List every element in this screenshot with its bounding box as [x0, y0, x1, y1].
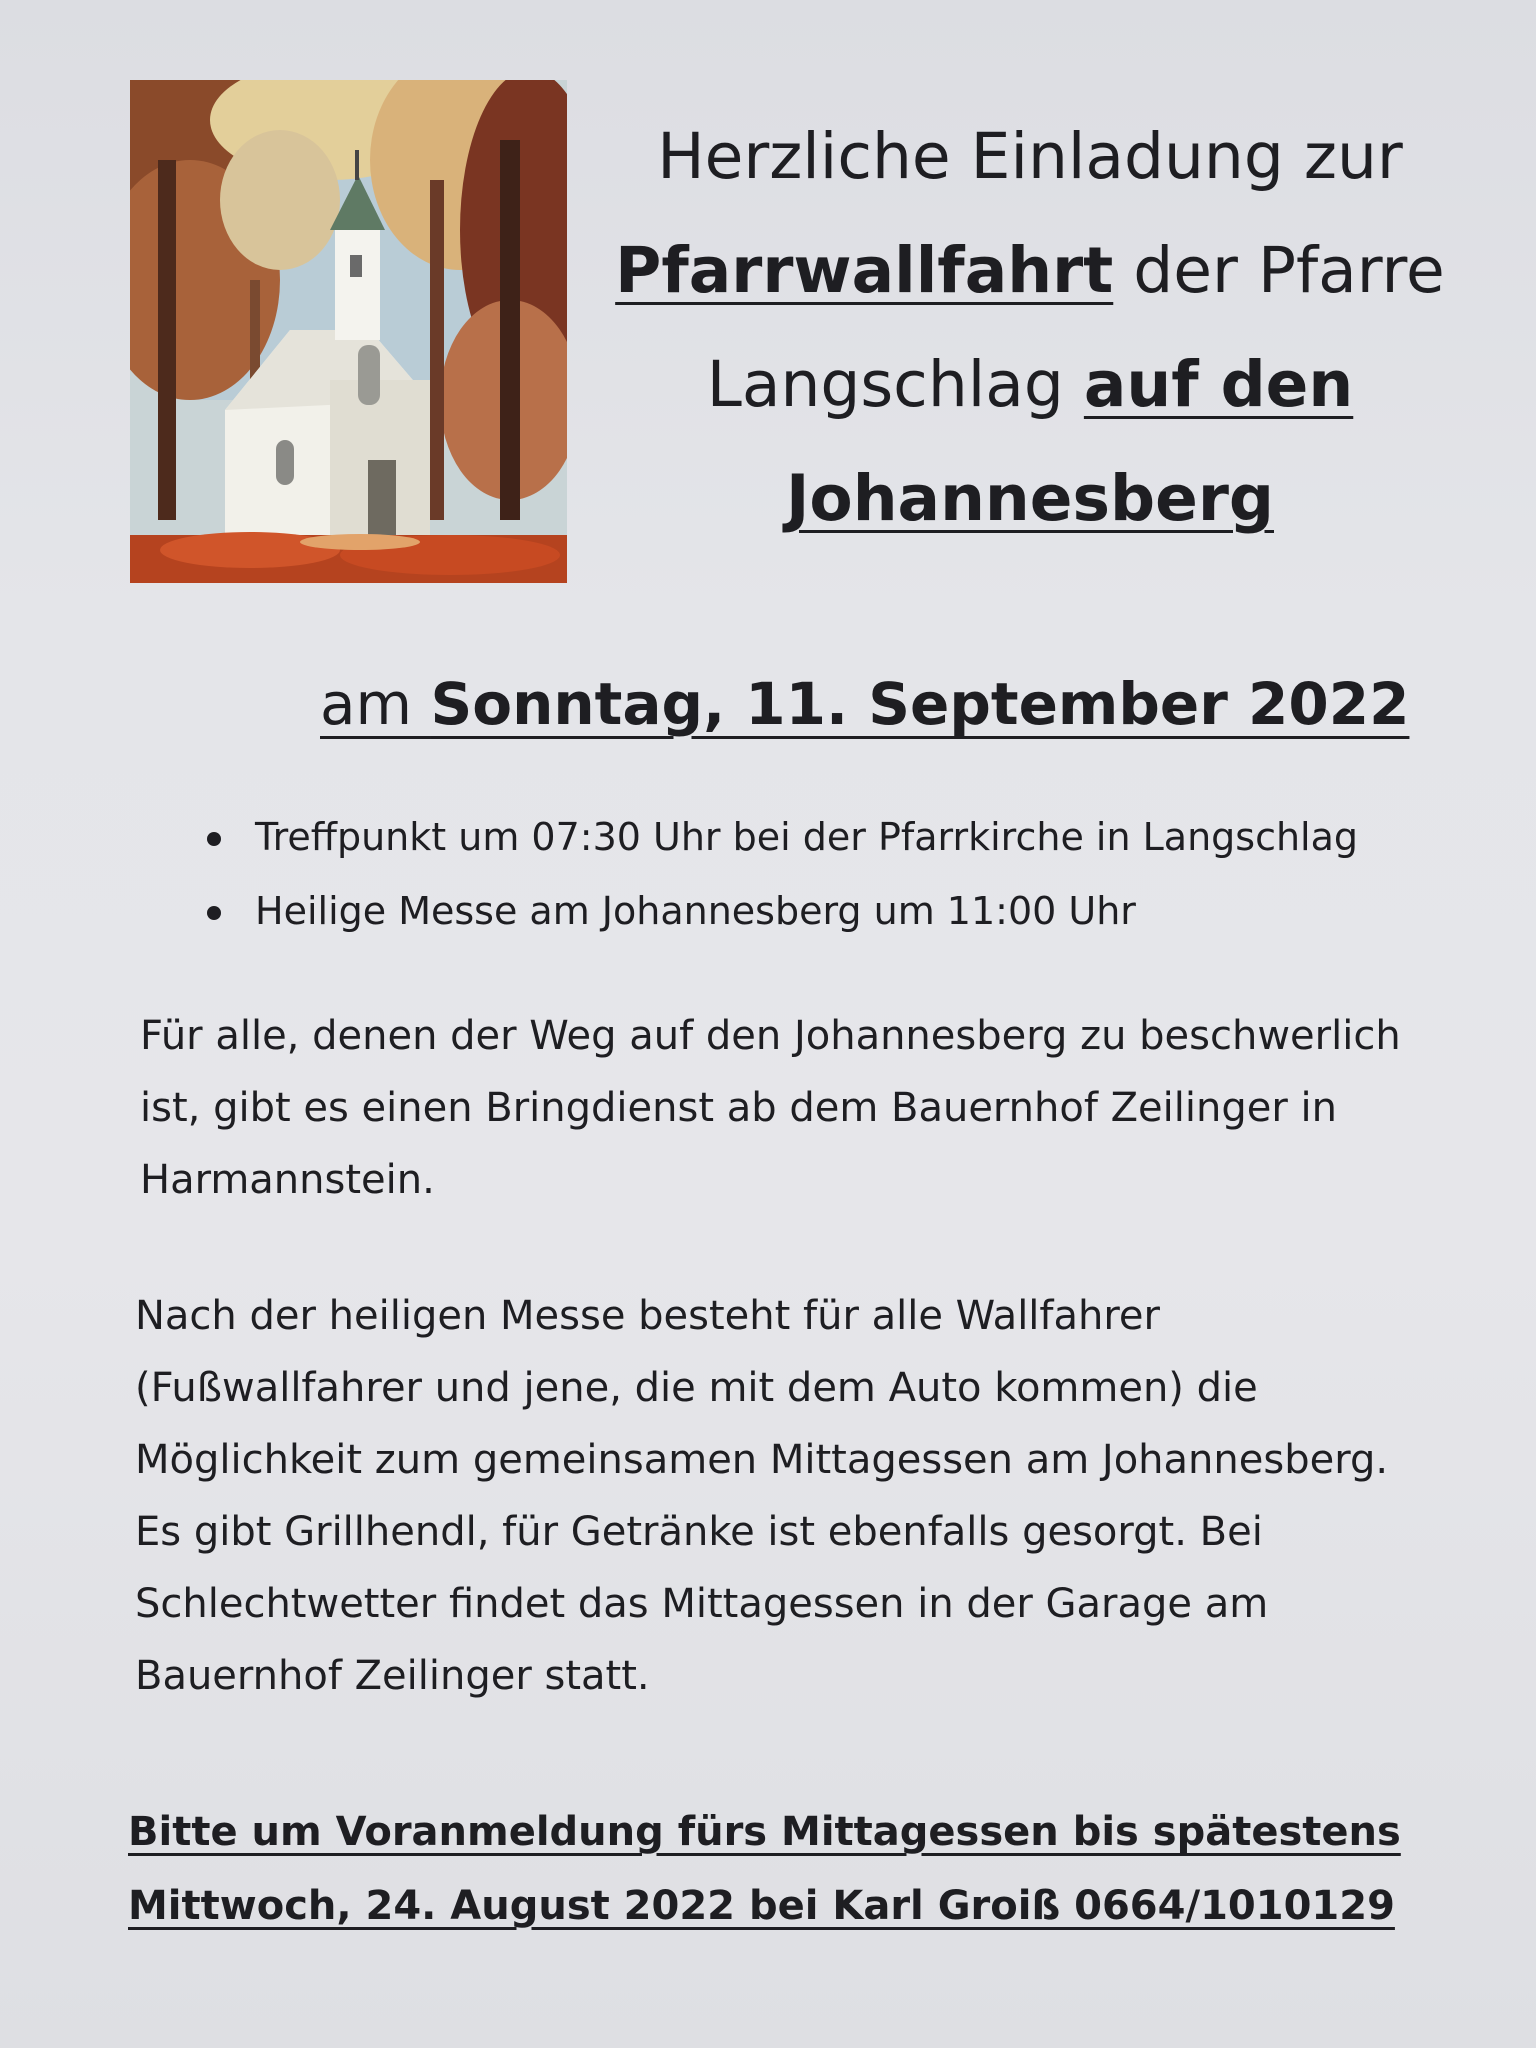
title-line-2 — [590, 214, 1470, 328]
paragraph-line: Es gibt Grillhendl, für Getränke ist ebenfalls gesorgt. Bei — [135, 1509, 1263, 1555]
shuttle-paragraph — [140, 1000, 1460, 1216]
title-line-3 — [590, 328, 1470, 442]
title-destination: Johannesberg — [785, 462, 1274, 535]
event-date-prefix: am — [320, 670, 431, 738]
title-line-1: Herzliche Einladung zur — [657, 120, 1403, 193]
paragraph-line: ist, gibt es einen Bringdienst ab dem Bauernhof Zeilinger in — [140, 1085, 1337, 1131]
title-pilgrimage-word: Pfarrwallfahrt — [615, 234, 1114, 307]
schedule-item-text: Treffpunkt um 07:30 Uhr bei der Pfarrkirche in Langschlag — [255, 815, 1359, 859]
paragraph-line: Für alle, denen der Weg auf den Johannesberg zu beschwerlich — [140, 1013, 1401, 1059]
title-destination-prefix: auf den — [1083, 348, 1354, 421]
paragraph-line: Schlechtwetter findet das Mittagessen in der Garage am — [135, 1581, 1269, 1627]
schedule-list — [195, 800, 1475, 948]
lunch-paragraph — [135, 1280, 1455, 1712]
notice-line-text: Bitte um Voranmeldung fürs Mittagessen bis spätestens — [128, 1809, 1401, 1855]
bullet-icon — [207, 832, 221, 846]
paragraph-line: Bauernhof Zeilinger statt. — [135, 1653, 650, 1699]
notice-line-text: Mittwoch, 24. August 2022 bei Karl Groiß 0664/1010129 — [128, 1883, 1395, 1929]
event-date — [320, 670, 1410, 738]
notice-line — [128, 1795, 1458, 1869]
title-line-4 — [590, 442, 1470, 556]
paragraph-line: (Fußwallfahrer und jene, die mit dem Auto kommen) die — [135, 1365, 1258, 1411]
title-parish-text: der Pfarre — [1113, 234, 1445, 307]
registration-notice — [128, 1795, 1458, 1943]
church-in-autumn-forest-icon — [130, 80, 567, 583]
paragraph-line: Nach der heiligen Messe besteht für alle Wallfahrer — [135, 1293, 1160, 1339]
list-item — [195, 800, 1475, 874]
bullet-icon — [207, 906, 221, 920]
paragraph-line: Möglichkeit zum gemeinsamen Mittagessen am Johannesberg. — [135, 1437, 1389, 1483]
event-date-value: Sonntag, 11. September 2022 — [430, 670, 1410, 738]
invitation-title — [590, 100, 1470, 556]
title-place-text: Langschlag — [706, 348, 1084, 421]
paragraph-line: Harmannstein. — [140, 1157, 435, 1203]
list-item — [195, 874, 1475, 948]
church-painting-image — [130, 80, 567, 583]
notice-line — [128, 1869, 1458, 1943]
schedule-item-text: Heilige Messe am Johannesberg um 11:00 Uhr — [255, 889, 1136, 933]
